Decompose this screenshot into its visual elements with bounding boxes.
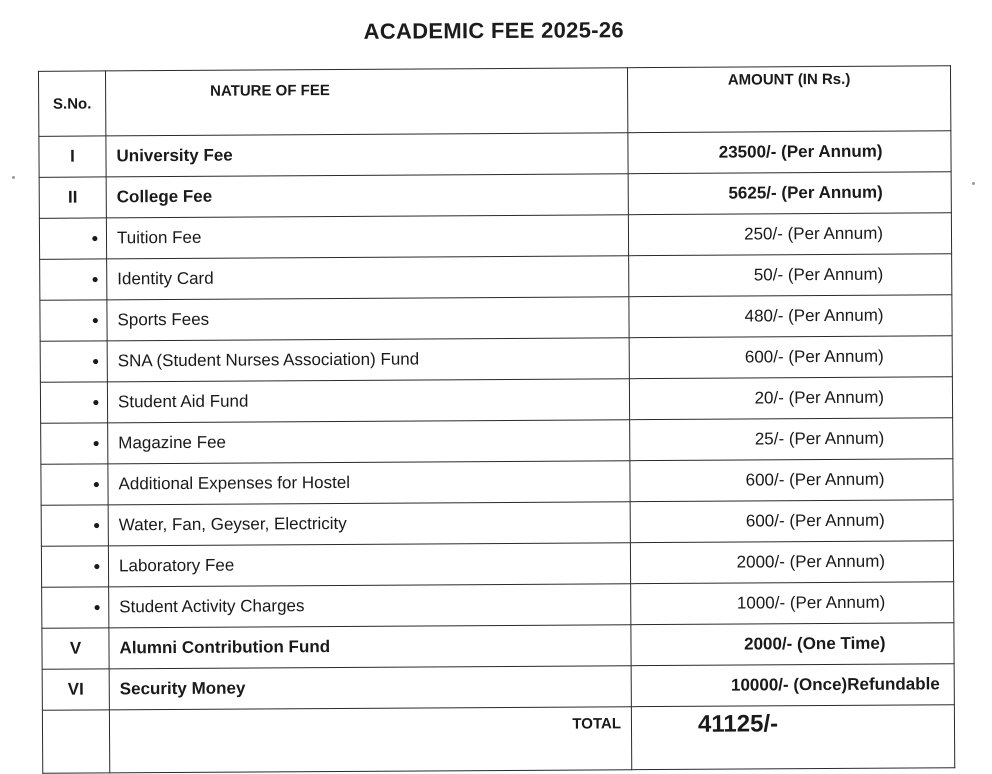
row-fee-name: Laboratory Fee: [108, 543, 630, 587]
bullet-icon: •: [41, 423, 108, 464]
row-amount: 2000/- (Per Annum): [630, 541, 953, 584]
bullet-icon: •: [40, 300, 107, 341]
row-amount: 2000/- (One Time): [631, 623, 954, 666]
row-amount: 23500/- (Per Annum): [628, 131, 951, 174]
row-amount: 50/- (Per Annum): [629, 254, 952, 297]
total-value: 41125/-: [631, 705, 954, 770]
table-row: [42, 623, 954, 670]
row-amount: 600/- (Per Annum): [630, 500, 953, 543]
table-row: [40, 377, 952, 424]
header-sno: S.No.: [38, 71, 105, 136]
row-sno: VI: [42, 669, 109, 710]
row-sno: II: [39, 177, 106, 218]
total-row: [42, 705, 954, 774]
bullet-icon: •: [40, 259, 107, 300]
bullet-icon: •: [40, 341, 107, 382]
total-label: TOTAL: [109, 707, 631, 773]
row-sno: I: [39, 136, 106, 177]
bullet-icon: •: [40, 382, 107, 423]
row-fee-name: College Fee: [106, 174, 628, 218]
row-fee-name: Student Aid Fund: [107, 379, 629, 423]
row-amount: 25/- (Per Annum): [630, 418, 953, 461]
row-amount: 20/- (Per Annum): [629, 377, 952, 420]
bullet-icon: •: [41, 464, 108, 505]
row-fee-name: Identity Card: [107, 256, 629, 300]
row-amount: 5625/- (Per Annum): [628, 172, 951, 215]
row-fee-name: Security Money: [109, 666, 631, 710]
header-amount: AMOUNT (IN Rs.): [627, 66, 950, 133]
table-row: [39, 213, 951, 260]
bullet-icon: •: [42, 587, 109, 628]
table-row: [42, 664, 954, 711]
scan-speck: [972, 182, 975, 185]
table-row: [41, 500, 953, 547]
row-fee-name: Sports Fees: [107, 297, 629, 341]
table-row: [41, 418, 953, 465]
header-nature-of-fee: NATURE OF FEE: [105, 68, 627, 136]
table-row: [39, 172, 951, 219]
row-amount: 600/- (Per Annum): [629, 336, 952, 379]
table-row: [41, 459, 953, 506]
row-amount: 480/- (Per Annum): [629, 295, 952, 338]
row-fee-name: SNA (Student Nurses Association) Fund: [107, 338, 629, 382]
page-title: ACADEMIC FEE 2025-26: [363, 17, 624, 44]
table-row: [40, 254, 952, 301]
row-fee-name: Additional Expenses for Hostel: [108, 461, 630, 505]
row-fee-name: Student Activity Charges: [109, 584, 631, 628]
row-fee-name: Magazine Fee: [108, 420, 630, 464]
row-fee-name: Alumni Contribution Fund: [109, 625, 631, 669]
bullet-icon: •: [39, 218, 106, 259]
table-row: [40, 295, 952, 342]
row-amount: 600/- (Per Annum): [630, 459, 953, 502]
table-header-row: [38, 66, 950, 137]
bullet-icon: •: [41, 546, 108, 587]
row-fee-name: Water, Fan, Geyser, Electricity: [108, 502, 630, 546]
scan-speck: [12, 176, 15, 179]
table-row: [39, 131, 951, 178]
table-row: [40, 336, 952, 383]
row-amount: 250/- (Per Annum): [628, 213, 951, 256]
table-row: [41, 541, 953, 588]
table-row: [42, 582, 954, 629]
row-fee-name: University Fee: [106, 133, 628, 177]
fee-table: [38, 65, 955, 774]
row-sno: V: [42, 628, 109, 669]
bullet-icon: •: [41, 505, 108, 546]
row-amount: 10000/- (Once)Refundable: [631, 664, 954, 707]
row-amount: 1000/- (Per Annum): [631, 582, 954, 625]
row-fee-name: Tuition Fee: [106, 215, 628, 259]
